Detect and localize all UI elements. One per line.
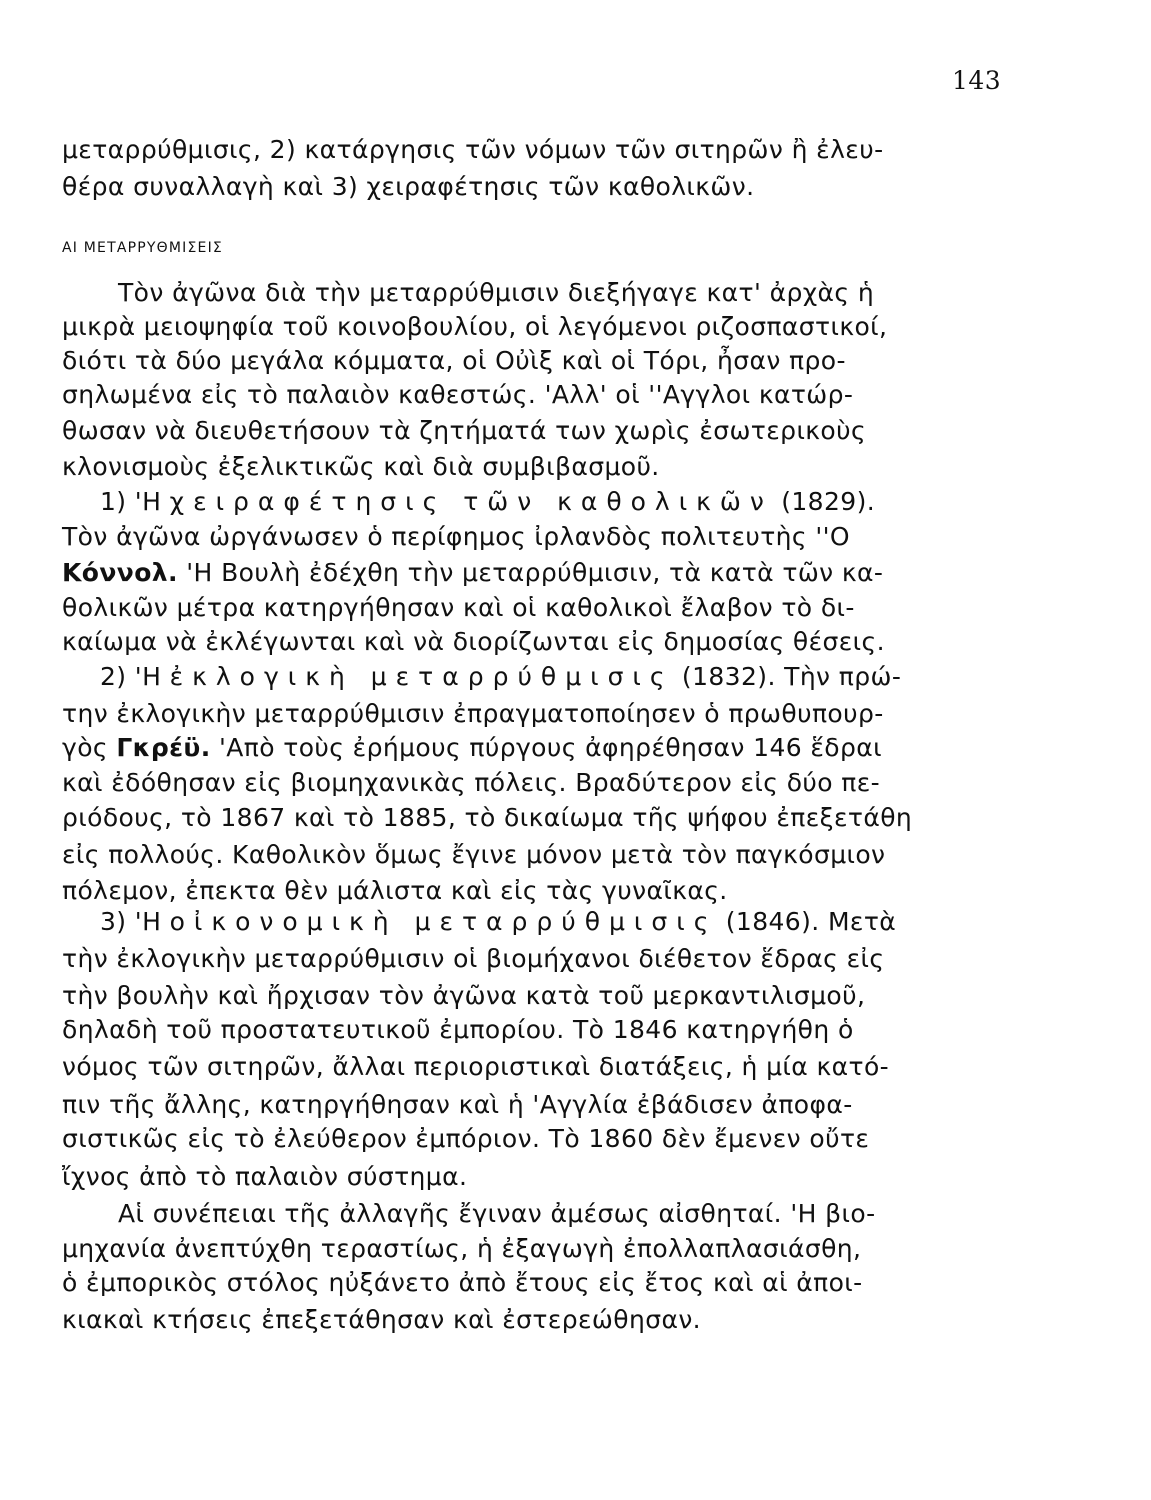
year: (1829). xyxy=(781,487,876,516)
text-line: τὴν βουλὴν καὶ ἤρχισαν τὸν ἀγῶνα κατὰ τοῦ μερκαντιλισμοῦ, xyxy=(62,981,866,1010)
bold-name: Κόννολ. xyxy=(62,558,178,587)
text-line: καίωμα νὰ ἐκλέγωνται καὶ νὰ διορίζωνται εἰς δημοσίας θέσεις. xyxy=(62,627,885,656)
text-line: Τὸν ἀγῶνα ὠργάνωσεν ὁ περίφημος ἰρλανδὸς πολιτευτὴς ''Ο xyxy=(62,522,850,551)
text-line: πιν τῆς ἄλλης, κατηργήθησαν καὶ ἡ 'Αγγλία ἐβάδισεν ἀποφα- xyxy=(62,1090,853,1119)
text-line: Κόννολ. 'Η Βουλὴ ἐδέχθη τὴν μεταρρύθμισιν, τὰ κατὰ τῶν κα- xyxy=(62,558,884,587)
list-number: 3) 'Η xyxy=(100,907,162,936)
year: (1832). Τὴν πρώ- xyxy=(681,662,902,691)
spaced-heading: ἐκλογικὴ μεταρρύθμισις xyxy=(169,662,674,691)
text-line: θέρα συναλλαγὴ καὶ 3) χειραφέτησις τῶν καθολικῶν. xyxy=(62,172,755,201)
text-line xyxy=(100,905,896,939)
text-line: ὁ ἐμπορικὸς στόλος ηὐξάνετο ἀπὸ ἔτους εἰς ἔτος καὶ αἱ ἀποι- xyxy=(62,1268,863,1297)
text-line: καὶ ἐδόθησαν εἰς βιομηχανικὰς πόλεις. Βραδύτερον εἰς δύο πε- xyxy=(62,768,881,797)
text-line xyxy=(100,660,901,694)
text-line: σηλωμένα εἰς τὸ παλαιὸν καθεστώς. 'Αλλ' οἱ ''Αγγλοι κατώρ- xyxy=(62,380,854,409)
text-line: κλονισμοὺς ἐξελικτικῶς καὶ διὰ συμβιβασμοῦ. xyxy=(62,452,660,481)
text-line: ριόδους, τὸ 1867 καὶ τὸ 1885, τὸ δικαίωμα τῆς ψήφου ἐπεξετάθη xyxy=(62,803,913,832)
page-number: 143 xyxy=(952,66,1002,95)
list-number: 2) 'Η xyxy=(100,662,162,691)
text-line: την ἐκλογικὴν μεταρρύθμισιν ἐπραγματοποίησεν ὁ πρωθυπουρ- xyxy=(62,699,884,728)
spaced-heading: οἰκονομικὴ μεταρρύθμισις xyxy=(169,907,718,936)
text-line: εἰς πολλούς. Καθολικὸν ὅμως ἔγινε μόνον μετὰ τὸν παγκόσμιον xyxy=(62,840,886,869)
text-line: μεταρρύθμισις, 2) κατάργησις τῶν νόμων τῶν σιτηρῶν ἢ ἐλευ- xyxy=(62,135,884,164)
list-number: 1) 'Η xyxy=(100,487,162,516)
text-line: κιακαὶ κτήσεις ἐπεξετάθησαν καὶ ἐστερεώθησαν. xyxy=(62,1305,702,1334)
text-line: διότι τὰ δύο μεγάλα κόμματα, οἱ Οὐὶξ καὶ οἱ Τόρι, ἦσαν προ- xyxy=(62,346,846,375)
text-line: θολικῶν μέτρα κατηργήθησαν καὶ οἱ καθολικοὶ ἔλαβον τὸ δι- xyxy=(62,593,855,622)
text-line: μηχανία ἀνεπτύχθη τεραστίως, ἡ ἐξαγωγὴ ἐπολλαπλασιάσθη, xyxy=(62,1234,862,1263)
text-line: τὴν ἐκλογικὴν μεταρρύθμισιν οἱ βιομήχανοι διέθετον ἕδρας εἰς xyxy=(62,944,885,973)
text-line: θωσαν νὰ διευθετήσουν τὰ ζητήματά των χωρὶς ἐσωτερικοὺς xyxy=(62,416,867,445)
text-line: νόμος τῶν σιτηρῶν, ἄλλαι περιοριστικαὶ διατάξεις, ἡ μία κατό- xyxy=(62,1052,890,1081)
text-line: Τὸν ἀγῶνα διὰ τὴν μεταρρύθμισιν διεξήγαγε κατ' ἀρχὰς ἡ xyxy=(118,278,875,307)
text-line: γὸς Γκρέϋ. 'Απὸ τοὺς ἐρήμους πύργους ἀφηρέθησαν 146 ἕδραι xyxy=(62,733,883,762)
text-line: ἴχνος ἀπὸ τὸ παλαιὸν σύστημα. xyxy=(62,1162,468,1191)
year: (1846). Μετὰ xyxy=(725,907,897,936)
text-line: δηλαδὴ τοῦ προστατευτικοῦ ἐμπορίου. Τὸ 1846 κατηργήθη ὁ xyxy=(62,1015,854,1044)
text-line: μικρὰ μειοψηφία τοῦ κοινοβουλίου, οἱ λεγόμενοι ριζοσπαστικοί, xyxy=(62,312,888,341)
spaced-heading: χειραφέτησις τῶν καθολικῶν xyxy=(169,487,773,516)
text-line: σιστικῶς εἰς τὸ ἐλεύθερον ἐμπόριον. Τὸ 1860 δὲν ἔμενεν οὔτε xyxy=(62,1124,870,1153)
text-line xyxy=(100,485,875,519)
bold-name: Γκρέϋ. xyxy=(116,733,211,762)
text-line: πόλεμον, ἐπεκτα θὲν μάλιστα καὶ εἰς τὰς γυναῖκας. xyxy=(62,876,728,905)
section-heading: ΑΙ ΜΕΤΑΡΡΥΘΜΙΣΕΙΣ xyxy=(62,240,223,256)
text-line: Αἱ συνέπειαι τῆς ἀλλαγῆς ἔγιναν ἀμέσως αἰσθηταί. 'Η βιο- xyxy=(118,1199,876,1228)
